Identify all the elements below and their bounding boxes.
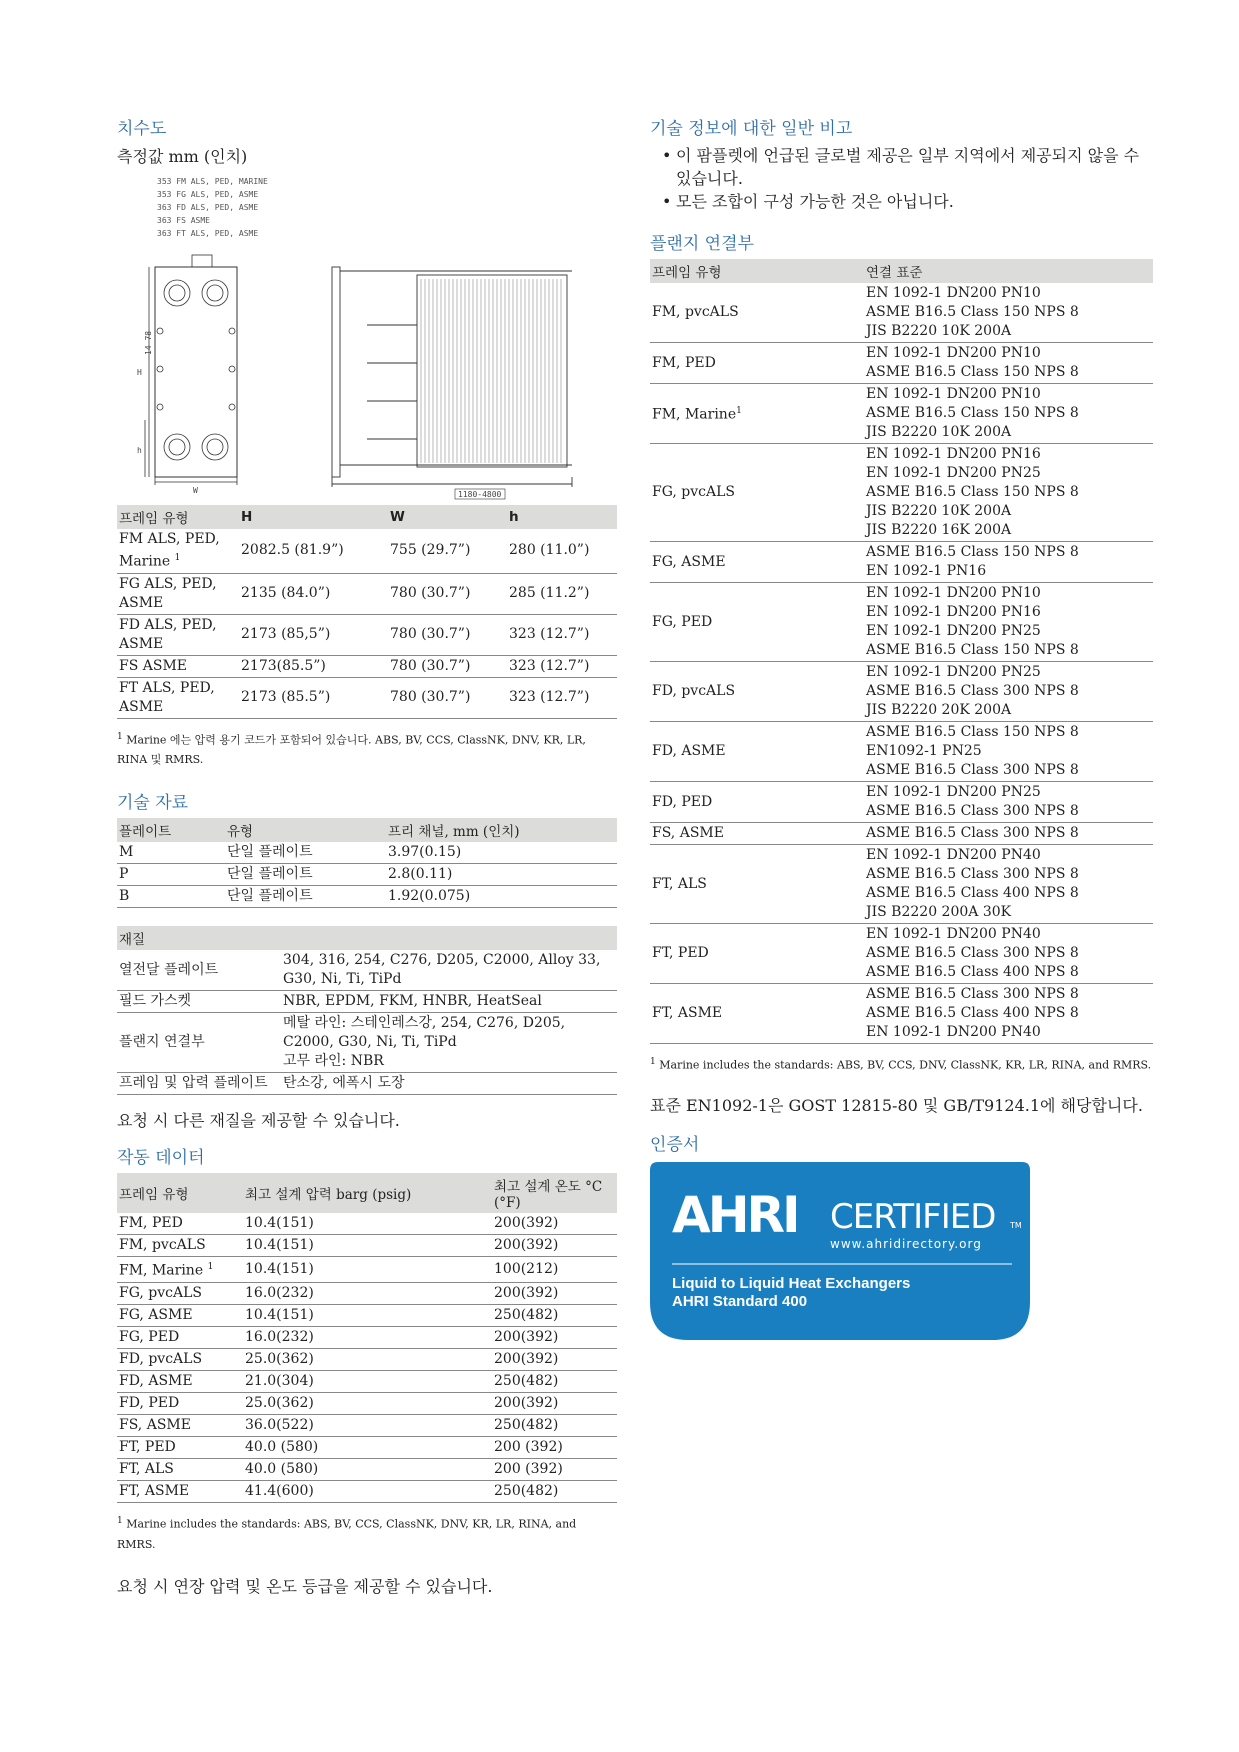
- small-h-label: h: [137, 446, 142, 455]
- dim-header-W: W: [388, 505, 507, 529]
- table-row: 프레임 및 압력 플레이트 탄소강, 에폭시 도장: [117, 1073, 617, 1095]
- dimensions-footnote: $^1$ Marine 에는 압력 용기 코드가 포함되어 있습니다. ABS, BV, CCS, ClassNK, DNV, KR, LR, RINA 및 RMRS.: [117, 731, 586, 767]
- table-row: FD, ASME ASME B16.5 Class 150 NPS 8 EN1092-1 PN25 ASME B16.5 Class 300 NPS 8: [650, 722, 1153, 782]
- materials-note: 요청 시 다른 재질을 제공할 수 있습니다.: [117, 1111, 400, 1131]
- badge-tm: TM: [1010, 1220, 1022, 1230]
- table-row: FG, PED EN 1092-1 DN200 PN10 EN 1092-1 DN200 PN16 EN 1092-1 DN200 PN25 ASME B16.5 Class 150 NPS 8: [650, 583, 1153, 662]
- table-row: FT, ASME 41.4(600) 250(482): [117, 1480, 617, 1502]
- table-row: FS, ASME ASME B16.5 Class 300 NPS 8: [650, 823, 1153, 845]
- table-row: FD, pvcALS EN 1092-1 DN200 PN25 ASME B16.5 Class 300 NPS 8 JIS B2220 20K 200A: [650, 662, 1153, 722]
- badge-word: CERTIFIED: [830, 1196, 996, 1237]
- right-column: [650, 118, 1153, 1340]
- table-row: FG, ASME 10.4(151) 250(482): [117, 1304, 617, 1326]
- table-row: FS, ASME 36.0(522) 250(482): [117, 1414, 617, 1436]
- flange-table: [650, 259, 1153, 1044]
- flange-header-type: 프레임 유형: [650, 259, 864, 283]
- badge-line1: Liquid to Liquid Heat Exchangers: [672, 1274, 911, 1292]
- dim-header-type: 프레임 유형: [117, 505, 239, 529]
- drawing-label: 363 FD ALS, PED, ASME: [157, 203, 259, 212]
- table-row: FD, PED EN 1092-1 DN200 PN25 ASME B16.5 Class 300 NPS 8: [650, 782, 1153, 823]
- dim-header-H: H: [239, 505, 388, 529]
- flange-note: 표준 EN1092-1은 GOST 12815-80 및 GB/T9124.1에 해당합니다.: [650, 1095, 1143, 1115]
- dim-header-h: h: [507, 505, 617, 529]
- badge-url: www.ahridirectory.org: [830, 1236, 982, 1251]
- table-row: M 단일 플레이트 3.97(0.15): [117, 842, 617, 864]
- tech-header-channel: 프리 채널, mm (인치): [386, 818, 617, 842]
- drawing-label: 353 FM ALS, PED, MARINE: [157, 177, 268, 186]
- dimensions-subtitle: 측정값 mm (인치): [117, 147, 248, 166]
- table-row: FD, PED 25.0(362) 200(392): [117, 1392, 617, 1414]
- table-row: FG, PED 16.0(232) 200(392): [117, 1326, 617, 1348]
- table-row: FG, ASME ASME B16.5 Class 150 NPS 8 EN 1092-1 PN16: [650, 542, 1153, 583]
- table-row: FD, pvcALS 25.0(362) 200(392): [117, 1348, 617, 1370]
- cert-title: 인증서: [650, 1134, 700, 1155]
- badge-brand: AHRI: [672, 1185, 798, 1244]
- table-row: 플랜지 연결부 메탈 라인: 스테인레스강, 254, C276, D205, C2000, G30, Ni, Ti, TiPd 고무 라인: NBR: [117, 1013, 617, 1073]
- materials-table: [117, 926, 617, 1095]
- table-row: 열전달 플레이트 304, 316, 254, C276, D205, C2000, Alloy 33, G30, Ni, Ti, TiPd: [117, 950, 617, 991]
- w-label: W: [193, 486, 198, 495]
- operating-table: [117, 1173, 617, 1503]
- materials-header: 재질: [117, 926, 617, 950]
- left-column: [117, 118, 617, 1609]
- flange-title: 플랜지 연결부: [650, 234, 754, 254]
- op-header-temp: 최고 설계 온도 °C (°F): [492, 1173, 617, 1213]
- flange-footnote: $^1$ Marine includes the standards: ABS, BV, CCS, DNV, ClassNK, KR, LR, RINA, and RMRS.: [650, 1057, 1152, 1072]
- table-row: FG ALS, PED, ASME 2135 (84.0”) 780 (30.7”) 285 (11.2”): [117, 573, 617, 614]
- table-row: FG, pvcALS 16.0(232) 200(392): [117, 1282, 617, 1304]
- table-row: FM, pvcALS 10.4(151) 200(392): [117, 1235, 617, 1257]
- drawing-label: 363 FT ALS, PED, ASME: [157, 229, 259, 238]
- general-bullet: • 이 팜플렛에 언급된 글로벌 제공은 일부 지역에서 제공되지 않을 수 있습니다.: [662, 144, 1153, 190]
- table-row: FT, ASME ASME B16.5 Class 300 NPS 8 ASME B16.5 Class 400 NPS 8 EN 1092-1 DN200 PN40: [650, 984, 1153, 1044]
- op-header-pressure: 최고 설계 압력 barg (psig): [243, 1173, 492, 1213]
- dimensions-table: [117, 505, 617, 719]
- table-row: P 단일 플레이트 2.8(0.11): [117, 864, 617, 886]
- dimensions-title: 치수도: [117, 119, 167, 139]
- length-label: 1180-4800: [458, 490, 502, 499]
- tech-table: [117, 818, 617, 908]
- operating-title: 작동 데이터: [117, 1148, 205, 1169]
- table-row: FT, PED 40.0 (580) 200 (392): [117, 1436, 617, 1458]
- table-row: FM, Marine $^1$ 10.4(151) 100(212): [117, 1257, 617, 1283]
- drawing-label: 353 FG ALS, PED, ASME: [157, 190, 259, 199]
- table-row: B 단일 플레이트 1.92(0.075): [117, 886, 617, 908]
- flange-header-standard: 연결 표준: [864, 259, 1153, 283]
- tech-header-plate: 플레이트: [117, 818, 225, 842]
- general-bullet: • 모든 조합이 구성 가능한 것은 아닙니다.: [662, 190, 1153, 213]
- table-row: FD ALS, PED, ASME 2173 (85,5”) 780 (30.7”) 323 (12.7”): [117, 614, 617, 655]
- tech-header-type: 유형: [225, 818, 386, 842]
- ahri-certified-badge: [650, 1162, 1030, 1340]
- table-row: FM ALS, PED, Marine $^1$ 2082.5 (81.9”) 755 (29.7”) 280 (11.0”): [117, 529, 617, 573]
- badge-line2: AHRI Standard 400: [672, 1292, 808, 1310]
- table-row: FM, Marine$^1$ EN 1092-1 DN200 PN10 ASME B16.5 Class 150 NPS 8 JIS B2220 10K 200A: [650, 384, 1153, 444]
- table-row: FM, pvcALS EN 1092-1 DN200 PN10 ASME B16.5 Class 150 NPS 8 JIS B2220 10K 200A: [650, 283, 1153, 343]
- table-row: FD, ASME 21.0(304) 250(482): [117, 1370, 617, 1392]
- h-label: H: [137, 368, 142, 377]
- tech-title: 기술 자료: [117, 793, 189, 814]
- drawing-label: 363 FS ASME: [157, 216, 210, 225]
- table-row: FG, pvcALS EN 1092-1 DN200 PN16 EN 1092-1 DN200 PN25 ASME B16.5 Class 150 NPS 8 JIS B2220 10K 200A JIS B2220 16K 200A: [650, 444, 1153, 542]
- operating-footnote: $^1$ Marine includes the standards: ABS, BV, CCS, ClassNK, DNV, KR, LR, RINA, and RMRS.: [117, 1515, 577, 1551]
- table-row: FM, PED EN 1092-1 DN200 PN10 ASME B16.5 Class 150 NPS 8: [650, 343, 1153, 384]
- dimension-drawing: [117, 175, 617, 505]
- table-row: FT, PED EN 1092-1 DN200 PN40 ASME B16.5 Class 300 NPS 8 ASME B16.5 Class 400 NPS 8: [650, 924, 1153, 984]
- operating-note: 요청 시 연장 압력 및 온도 등급을 제공할 수 있습니다.: [117, 1576, 493, 1596]
- table-row: FT, ALS 40.0 (580) 200 (392): [117, 1458, 617, 1480]
- table-row: FM, PED 10.4(151) 200(392): [117, 1213, 617, 1235]
- general-bullets: [650, 144, 1153, 213]
- table-row: 필드 가스켓 NBR, EPDM, FKM, HNBR, HeatSeal: [117, 991, 617, 1013]
- general-title: 기술 정보에 대한 일반 비고: [650, 119, 853, 139]
- h-value: 14 78: [144, 330, 153, 355]
- table-row: FT, ALS EN 1092-1 DN200 PN40 ASME B16.5 Class 300 NPS 8 ASME B16.5 Class 400 NPS 8 JIS B2220 200A 30K: [650, 845, 1153, 924]
- table-row: FS ASME 2173(85.5”) 780 (30.7”) 323 (12.7”): [117, 655, 617, 677]
- drawing-svg: [117, 175, 617, 505]
- table-row: FT ALS, PED, ASME 2173 (85.5”) 780 (30.7”) 323 (12.7”): [117, 677, 617, 718]
- op-header-type: 프레임 유형: [117, 1173, 243, 1213]
